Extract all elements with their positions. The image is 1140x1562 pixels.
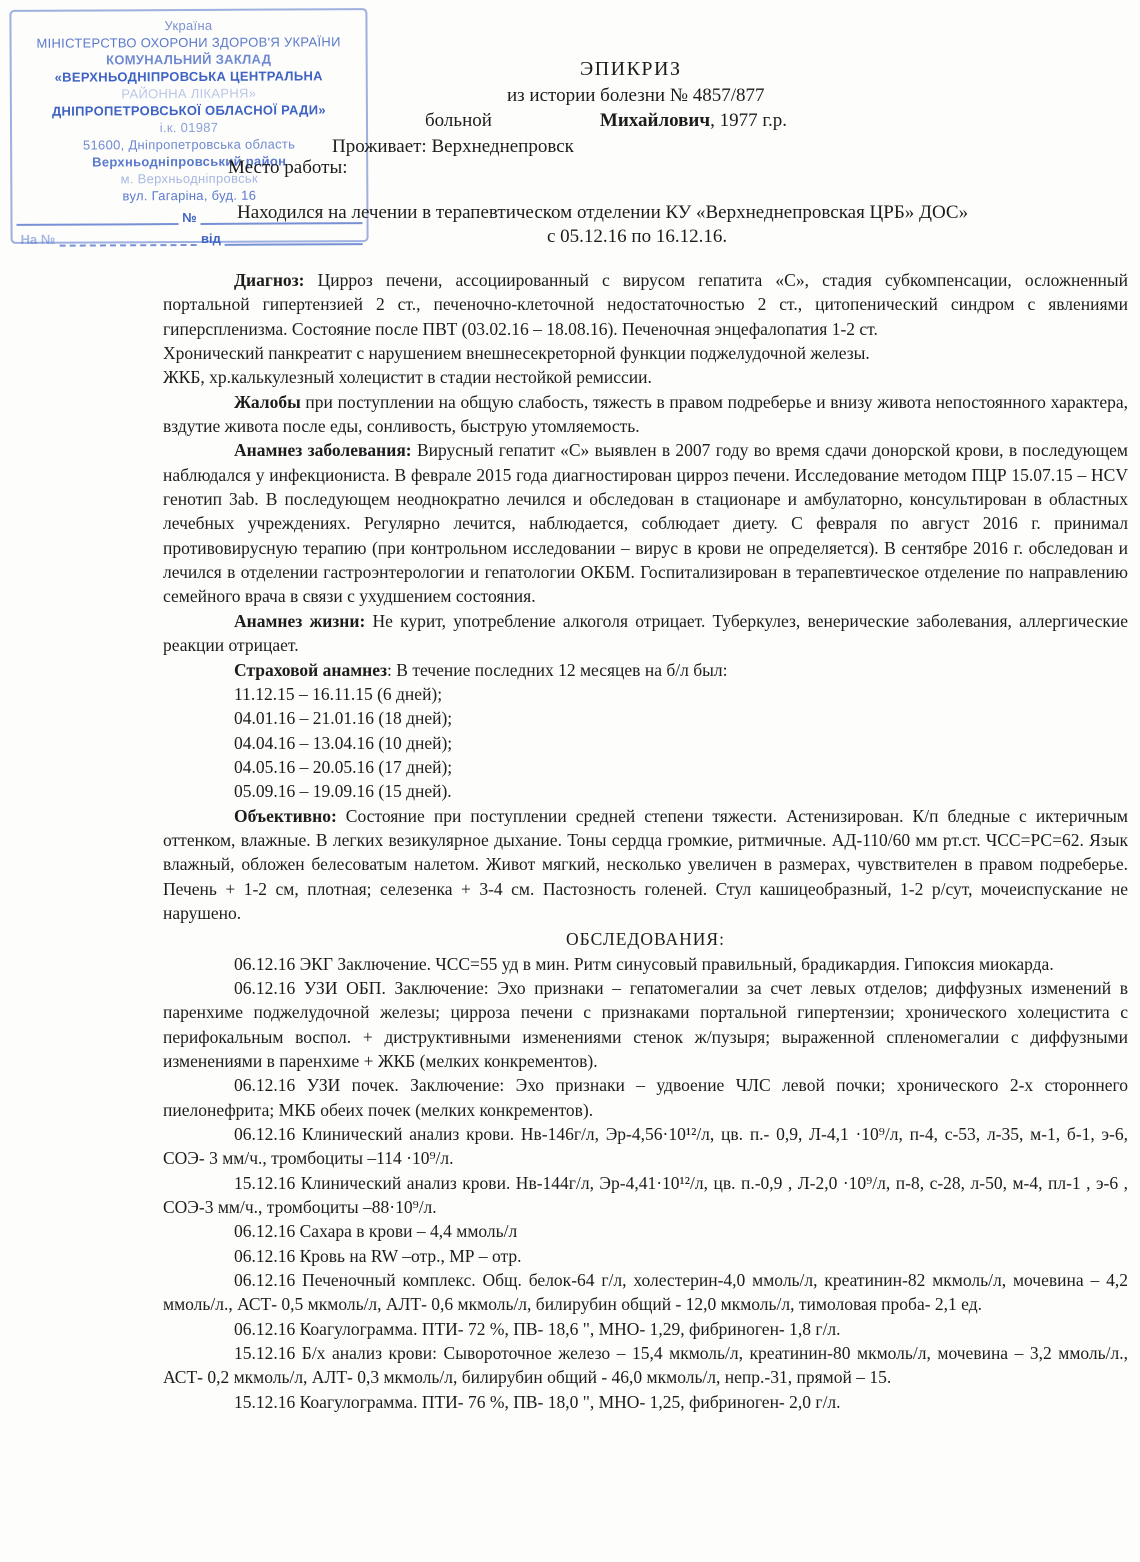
- paragraph-complaints: [163, 390, 1128, 439]
- patient-line: [425, 110, 787, 132]
- sick-leave-entry: 05.09.16 – 19.09.16 (15 дней).: [234, 781, 452, 802]
- patient-birth-year: , 1977 г.р.: [710, 110, 787, 131]
- stamp-address-city: м. Верхньодніпровськ: [120, 170, 259, 187]
- exam-item-blood-sugar: 06.12.16 Сахара в крови – 4,4 ммоль/л: [234, 1221, 518, 1242]
- treatment-dates: с 05.12.16 по 16.12.16.: [547, 226, 728, 247]
- paragraph-anamnesis-disease: [163, 438, 1128, 608]
- paragraph-insurance: [163, 658, 1128, 682]
- sick-leave-entry: 04.05.16 – 20.05.16 (17 дней);: [234, 756, 453, 777]
- objective-text: Состояние при поступлении средней степени тяжести. Астенизирован. К/п бледные с иктеричным оттенком, влажные. В легких везикулярное дыхание. Тоны сердца громкие, ритмичные. АД-110/60 мм рт.ст. ЧСС=РС=62. Язык влажный, обложен белесоватым налетом. Живот мягкий, несколько увеличен в размерах, чувствителен в правом подреберье. Печень + 1-2 см, плотная; селезенка + 3-4 см. Пастозность голеней. Стул кашицеобразный, 1-2 р/сут, мочеиспускание не нарушено.: [163, 805, 1128, 923]
- anamnesis-disease-label: Анамнез заболевания:: [234, 440, 417, 461]
- exam-item-ultrasound-abdomen: 06.12.16 УЗИ ОБП. Заключение: Эхо признаки – гепатомегалии за счет левых отделов; диффузных изменений в паренхиме поджелудочной железы; цирроза печени с признаками портальной гипертензии; хронического холецистита с перифокальным воспол. + диструктивными изменениями стенок ж/пузыря; выраженной спленомегалии с диффузными изменениями в паренхиме + ЖКБ (мелких конкрементов).: [163, 977, 1128, 1071]
- insurance-text: : В течение последних 12 месяцев на б/л был:: [387, 659, 728, 680]
- stamp-from-label: від: [200, 230, 221, 246]
- stamp-ministry: МІНІСТЕРСТВО ОХОРОНИ ЗДОРОВ'Я УКРАЇНИ: [36, 34, 341, 51]
- exam-item-coagulogram-1: 06.12.16 Коагулограмма. ПТИ- 72 %, ПВ- 18,6 ", МНО- 1,29, фибриноген- 1,8 г/л.: [234, 1318, 841, 1339]
- stamp-rule: [59, 232, 197, 247]
- examinations-heading: ОБСЛЕДОВАНИЯ:: [566, 929, 725, 950]
- exam-item-biochemistry: 15.12.16 Б/х анализ крови: Сывороточное железо – 15,4 мкмоль/л, креатинин-80 мкмоль/л, мочевина – 3,2 ммоль/л., АСТ- 0,2 мкмоль/л, АЛТ- 0,3 мкмоль/л, билирубин общий - 46,0 мкмоль/л, непр.-31, прямой – 15.: [163, 1343, 1128, 1388]
- exam-item-blood-count-2: 15.12.16 Клинический анализ крови. Нв-144г/л, Эр-4,41·10¹²/л, цв. п.-0,9 , Л-2,0 ·10⁹/л, п-8, с-28, л-50, м-4, пл-1 , э-6 , СОЭ-3 мм/ч., тромбоциты –88·10⁹/л.: [163, 1172, 1128, 1218]
- stamp-org-name-3: ДНІПРОПЕТРОВСЬКОЇ ОБЛАСНОЇ РАДИ»: [51, 102, 326, 119]
- diagnosis-label: Диагноз:: [234, 270, 318, 290]
- stamp-address-district: Верхньодніпровський район: [92, 153, 287, 170]
- sick-leave-entry: 11.12.15 – 16.11.15 (6 дней);: [234, 683, 443, 704]
- treatment-line: Находился на лечении в терапевтическом отделении КУ «Верхнеднепровская ЦРБ» ДОС»: [237, 202, 969, 223]
- exam-item-liver-panel: 06.12.16 Печеночный комплекс. Общ. белок-64 г/л, холестерин-4,0 ммоль/л, креатинин-82 мкмоль/л, мочевина – 4,2 ммоль/л., АСТ- 0,5 мкмоль/л, АЛТ- 0,6 мкмоль/л, билирубин общий - 12,0 мкмоль/л, тимоловая проба- 2,1 ед.: [163, 1270, 1128, 1315]
- exam-item-ultrasound-kidneys: 06.12.16 УЗИ почек. Заключение: Эхо признаки – удвоение ЧЛС левой почки; хронического 2-х стороннего пиелонефрита; МКБ обеих почек (мелких конкрементов).: [163, 1075, 1128, 1120]
- sick-leave-entry: 04.01.16 – 21.01.16 (18 дней);: [234, 708, 453, 729]
- anamnesis-disease-text: Вирусный гепатит «С» выявлен в 2007 году во время сдачи донорской крови, в последующем наблюдался у инфекциониста. В феврале 2015 года диагностирован цирроз печени. Исследование методом ПЦР 15.07.15 – HCV генотип 3ab. В последующем неоднократно лечился и обследован в стационаре и амбулаторно, консультирован в областных лечебных учреждениях. Регулярно лечится, наблюдается, соблюдает диету. С февраля по август 2016 г. принимал противовирусную терапию (при контрольном исследовании – вирус в крови не определяется). В сентябре 2016 г. обследован и лечился в отделении гастроэнтерологии и гепатологии ОКБМ. Госпитализирован в терапевтическое отделение по направлению семейного врача в связи с ухудшением состояния.: [163, 440, 1129, 607]
- stamp-org-type: КОМУНАЛЬНИЙ ЗАКЛАД: [106, 51, 272, 68]
- complaints-label: Жалобы: [234, 391, 306, 412]
- patient-label: больной: [425, 110, 492, 131]
- stamp-number-label: №: [182, 209, 197, 226]
- document-body: [163, 268, 1128, 1414]
- paragraph-objective: [163, 804, 1128, 926]
- paragraph-anamnesis-life: [163, 609, 1128, 658]
- workplace-label: Место работы:: [228, 157, 348, 178]
- anamnesis-life-text: Не курит, употребление алкоголя отрицает. Туберкулез, венерические заболевания, аллергические реакции отрицает.: [163, 610, 1128, 656]
- diagnosis-text: Цирроз печени, ассоциированный с вирусом гепатита «С», стадия субкомпенсации, осложненный портальной гипертензией 2 ст., печеночно-клеточной недостаточностью 2 ст., цитопенический синдром с явлениями гиперспленизма. Состояние после ПВТ (03.02.16 – 18.08.16). Печеночная энцефалопатия 1-2 ст.: [163, 270, 1128, 339]
- stamp-address-region: 51600, Дніпропетровська область: [82, 136, 296, 153]
- residence-line: Проживает: Верхнеднепровск: [332, 136, 574, 157]
- patient-name: Михайлович: [599, 110, 711, 131]
- anamnesis-life-label: Анамнез жизни:: [234, 610, 373, 631]
- page-title: ЭПИКРИЗ: [580, 58, 682, 80]
- objective-label: Объективно:: [234, 805, 346, 826]
- exam-item-rw-test: 06.12.16 Кровь на RW –отр., МР – отр.: [234, 1245, 522, 1266]
- exam-item-blood-count-1: 06.12.16 Клинический анализ крови. Нв-146г/л, Эр-4,56·10¹²/л, цв. п.- 0,9, Л-4,1 ·10⁹/л, п-4, с-53, л-35, м-1, б-1, э-6, СОЭ- 3 мм/ч., тромбоциты –114 ·10⁹/л.: [163, 1124, 1128, 1169]
- stamp-org-name-2: РАЙОННА ЛІКАРНЯ»: [121, 85, 257, 102]
- paragraph-diagnosis-extra-2: ЖКБ, хр.калькулезный холецистит в стадии нестойкой ремиссии.: [163, 367, 652, 388]
- stamp-rule: [225, 231, 363, 246]
- sick-leave-entry: 04.04.16 – 13.04.16 (10 дней);: [234, 732, 453, 753]
- stamp-address-street: вул. Гагаріна, буд. 16: [122, 187, 257, 204]
- exam-item-coagulogram-2: 15.12.16 Коагулограмма. ПТИ- 76 %, ПВ- 18,0 ", МНО- 1,25, фибриноген- 2,0 г/л.: [234, 1391, 841, 1412]
- case-number-line: из истории болезни № 4857/877: [507, 85, 765, 106]
- stamp-code: і.к. 01987: [159, 119, 219, 136]
- exam-item-ecg: 06.12.16 ЭКГ Заключение. ЧСС=55 уд в мин. Ритм синусовый правильный, брадикардия. Гипоксия миокарда.: [234, 953, 1054, 974]
- paragraph-diagnosis-extra-1: Хронический панкреатит с нарушением внешнесекреторной функции поджелудочной железы.: [163, 343, 870, 364]
- stamp-org-name-1: «ВЕРХНЬОДНІПРОВСЬКА ЦЕНТРАЛЬНА: [54, 68, 323, 85]
- stamp-country: Україна: [164, 17, 213, 34]
- stamp-rule: [16, 211, 178, 226]
- insurance-label: Страховой анамнез: [234, 659, 388, 680]
- stamp-ref-label: На №: [20, 231, 56, 247]
- paragraph-diagnosis: [163, 268, 1128, 341]
- stamp-ref-row: [13, 230, 367, 247]
- complaints-text: при поступлении на общую слабость, тяжесть в правом подреберье и внизу живота непостоянного характера, вздутие живота после еды, сонливость, быструю утомляемость.: [163, 391, 1128, 437]
